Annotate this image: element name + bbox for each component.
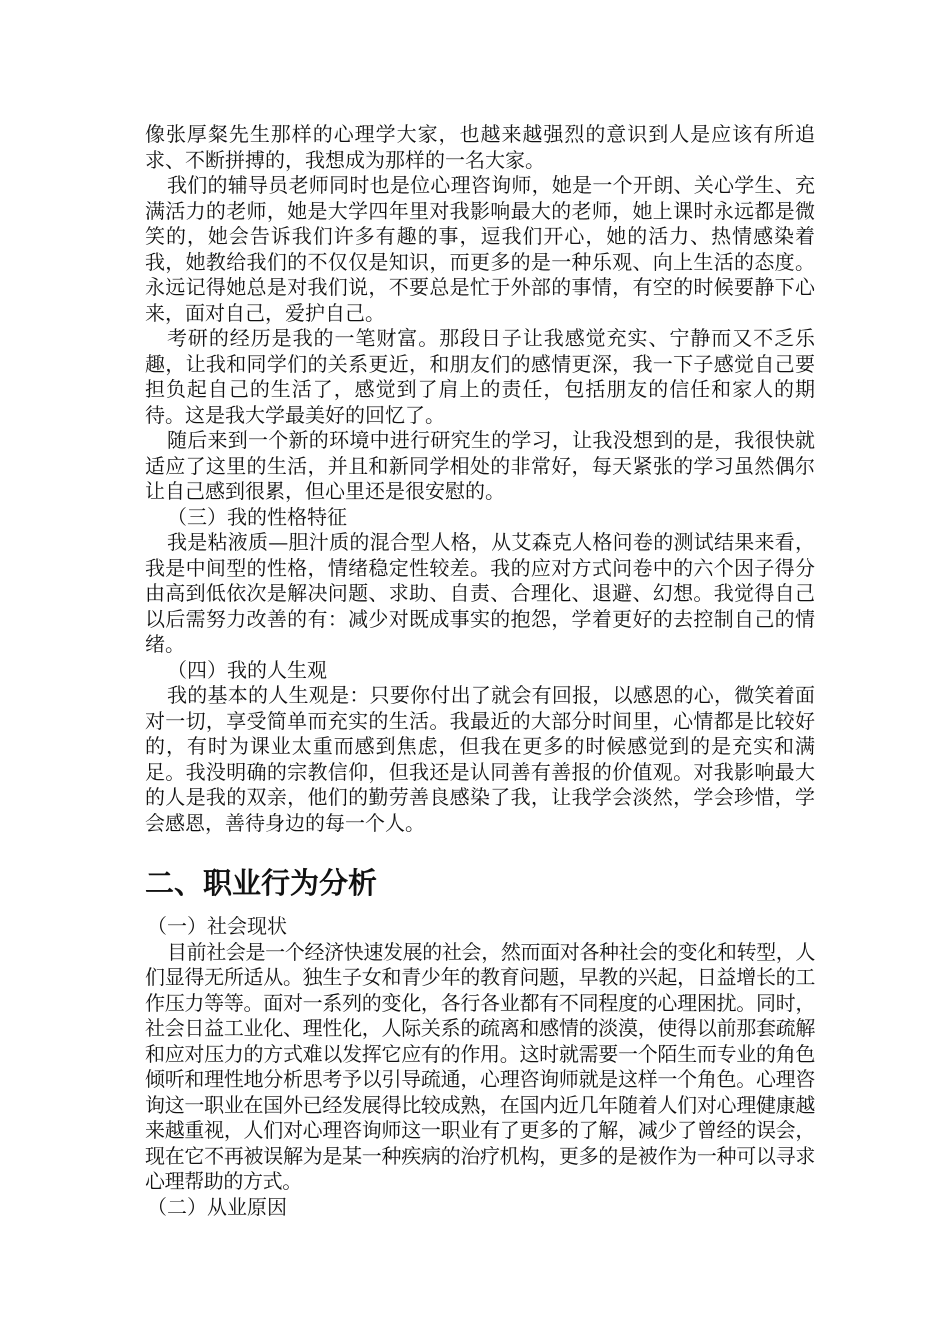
subheading: （四）我的人生观 <box>167 657 327 682</box>
body-paragraph: 像张厚粲先生那样的心理学大家，也越来越强烈的意识到人是应该有所追求、不断拼搏的，我想成为那样的一名大家。 <box>145 122 815 172</box>
body-paragraph: 随后来到一个新的环境中进行研究生的学习，让我没想到的是，我很快就适应了这里的生活，并且和新同学相处的非常好，每天紧张的学习虽然偶尔让自己感到很累，但心里还是很安慰的。 <box>145 428 815 503</box>
document-page <box>145 122 815 1220</box>
subheading: （二）从业原因 <box>147 1194 287 1219</box>
subheading: （一）社会现状 <box>147 914 287 938</box>
body-paragraph: 考研的经历是我的一笔财富。那段日子让我感觉充实、宁静而又不乏乐趣，让我和同学们的关系更近，和朋友们的感情更深，我一下子感觉自己要担负起自己的生活了，感觉到了肩上的责任，包括朋友的信任和家人的期待。这是我大学最美好的回忆了。 <box>145 326 815 427</box>
body-paragraph: 我们的辅导员老师同时也是位心理咨询师，她是一个开朗、关心学生、充满活力的老师，她是大学四年里对我影响最大的老师，她上课时永远都是微笑的，她会告诉我们许多有趣的事，逗我们开心，她的活力、热情感染着我，她教给我们的不仅仅是知识，而更多的是一种乐观、向上生活的态度。永远记得她总是对我们说，不要总是忙于外部的事情，有空的时候要静下心来，面对自己，爱护自己。 <box>145 173 815 325</box>
body-paragraph: 我的基本的人生观是：只要你付出了就会有回报，以感恩的心，微笑着面对一切，享受简单而充实的生活。我最近的大部分时间里，心情都是比较好的，有时为课业太重而感到焦虑，但我在更多的时候感觉到的是充实和满足。我没明确的宗教信仰，但我还是认同善有善报的价值观。对我影响最大的人是我的双亲，他们的勤劳善良感染了我，让我学会淡然，学会珍惜，学会感恩，善待身边的每一个人。 <box>145 683 815 835</box>
subheading: （三）我的性格特征 <box>167 504 347 529</box>
body-paragraph: 我是粘液质—胆汁质的混合型人格，从艾森克人格问卷的测试结果来看，我是中间型的性格，情绪稳定性较差。我的应对方式问卷中的六个因子得分由高到低依次是解决问题、求助、自责、合理化、退避、幻想。我觉得自己以后需努力改善的有：减少对既成事实的抱怨，学着更好的去控制自己的情绪。 <box>145 530 815 656</box>
body-paragraph: 目前社会是一个经济快速发展的社会，然而面对各种社会的变化和转型，人们显得无所适从。独生子女和青少年的教育问题，早教的兴起，日益增长的工作压力等等。面对一系列的变化，各行各业都有不同程度的心理困扰。同时，社会日益工业化、理性化，人际关系的疏离和感情的淡漠，使得以前那套疏解和应对压力的方式难以发挥它应有的作用。这时就需要一个陌生而专业的角色倾听和理性地分析思考予以引导疏通，心理咨询师就是这样一个角色。心理咨询这一职业在国外已经发展得比较成熟，在国内近几年随着人们对心理健康越来越重视，人们对心理咨询师这一职业有了更多的了解，减少了曾经的误会，现在它不再被误解为是某一种疾病的治疗机构，更多的是被作为一种可以寻求心理帮助的方式。 <box>145 939 815 1193</box>
section-heading: 二、职业行为分析 <box>145 866 378 900</box>
